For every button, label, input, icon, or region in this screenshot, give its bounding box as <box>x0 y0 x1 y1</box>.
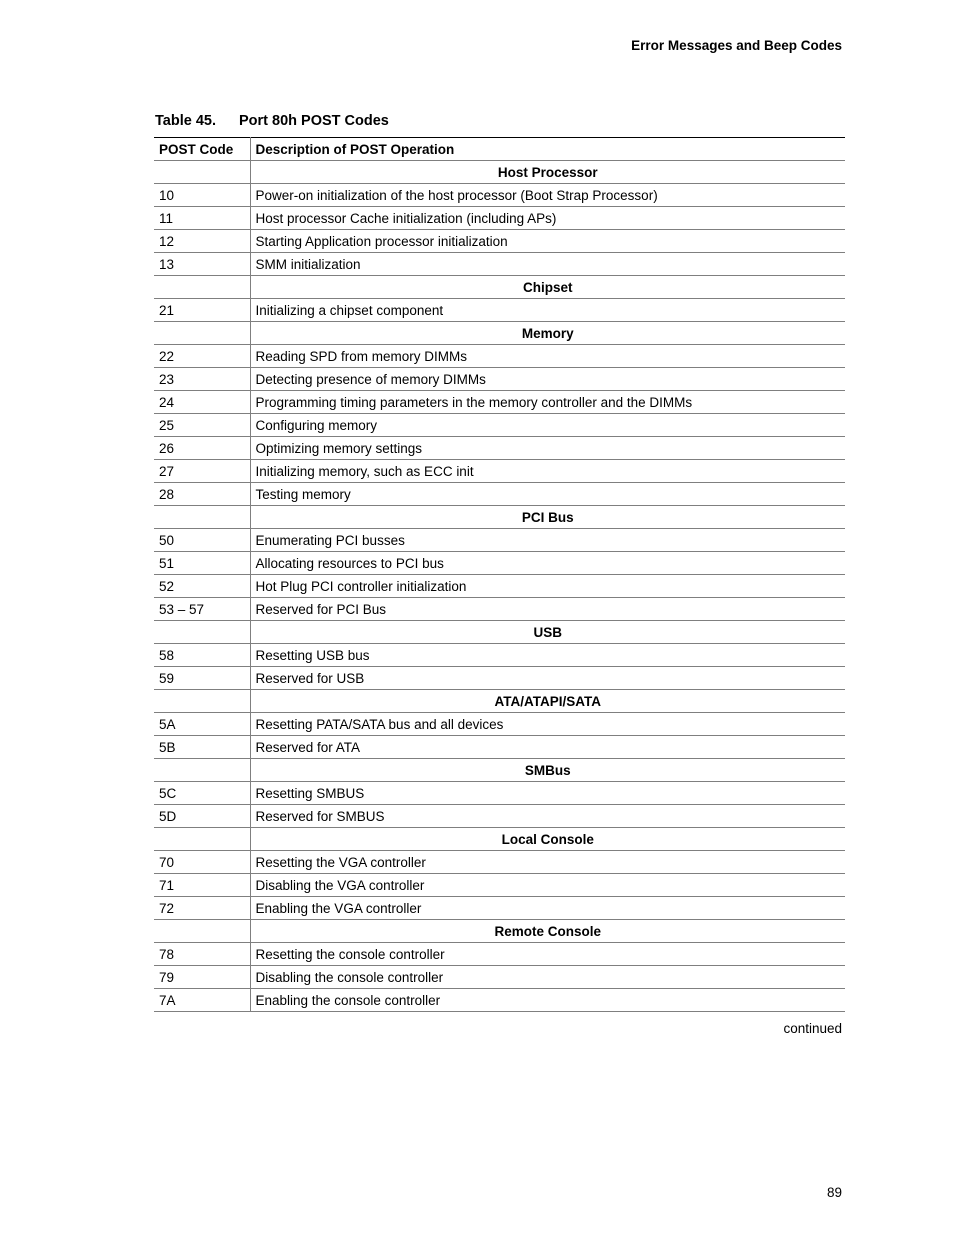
table-row <box>154 713 845 736</box>
table-row <box>154 414 845 437</box>
section-code-cell <box>154 690 250 713</box>
post-code-cell: 10 <box>154 184 250 207</box>
post-code-cell: 12 <box>154 230 250 253</box>
post-code-cell: 59 <box>154 667 250 690</box>
continued-label: continued <box>783 1021 842 1036</box>
post-code-cell: 5B <box>154 736 250 759</box>
table-row <box>154 368 845 391</box>
table-row <box>154 253 845 276</box>
section-title: Local Console <box>250 828 845 851</box>
table-caption-title: Port 80h POST Codes <box>239 113 389 129</box>
section-code-cell <box>154 276 250 299</box>
table-row <box>154 207 845 230</box>
section-title: Chipset <box>250 276 845 299</box>
section-title: PCI Bus <box>250 506 845 529</box>
table-row <box>154 299 845 322</box>
post-code-cell: 58 <box>154 644 250 667</box>
table-row <box>154 575 845 598</box>
description-cell: Enabling the VGA controller <box>250 897 845 920</box>
description-cell: Reserved for USB <box>250 667 845 690</box>
table-row <box>154 437 845 460</box>
post-code-cell: 28 <box>154 483 250 506</box>
post-code-cell: 72 <box>154 897 250 920</box>
post-code-cell: 5A <box>154 713 250 736</box>
post-code-cell: 25 <box>154 414 250 437</box>
section-row <box>154 920 845 943</box>
table-row <box>154 851 845 874</box>
page-number: 89 <box>826 1185 842 1200</box>
table-body <box>154 161 845 1012</box>
post-code-cell: 21 <box>154 299 250 322</box>
post-code-cell: 22 <box>154 345 250 368</box>
table-row <box>154 897 845 920</box>
table-row <box>154 667 845 690</box>
section-code-cell <box>154 161 250 184</box>
section-row <box>154 506 845 529</box>
post-code-cell: 13 <box>154 253 250 276</box>
section-row <box>154 161 845 184</box>
section-row <box>154 690 845 713</box>
table-row <box>154 230 845 253</box>
section-code-cell <box>154 920 250 943</box>
description-cell: Initializing a chipset component <box>250 299 845 322</box>
description-cell: Detecting presence of memory DIMMs <box>250 368 845 391</box>
table-row <box>154 598 845 621</box>
post-code-cell: 7A <box>154 989 250 1012</box>
table-row <box>154 782 845 805</box>
description-cell: Disabling the console controller <box>250 966 845 989</box>
table-row <box>154 391 845 414</box>
section-row <box>154 621 845 644</box>
post-code-cell: 27 <box>154 460 250 483</box>
description-cell: Configuring memory <box>250 414 845 437</box>
section-title: USB <box>250 621 845 644</box>
description-cell: Reading SPD from memory DIMMs <box>250 345 845 368</box>
description-cell: Disabling the VGA controller <box>250 874 845 897</box>
table-row <box>154 460 845 483</box>
description-cell: Resetting PATA/SATA bus and all devices <box>250 713 845 736</box>
description-cell: Resetting the VGA controller <box>250 851 845 874</box>
post-code-cell: 52 <box>154 575 250 598</box>
description-cell: Starting Application processor initialization <box>250 230 845 253</box>
description-cell: Reserved for ATA <box>250 736 845 759</box>
post-code-cell: 26 <box>154 437 250 460</box>
description-cell: Reserved for PCI Bus <box>250 598 845 621</box>
post-code-cell: 71 <box>154 874 250 897</box>
table-row <box>154 529 845 552</box>
section-code-cell <box>154 828 250 851</box>
description-cell: Enumerating PCI busses <box>250 529 845 552</box>
description-cell: Resetting USB bus <box>250 644 845 667</box>
description-cell: Enabling the console controller <box>250 989 845 1012</box>
table-row <box>154 552 845 575</box>
section-title: ATA/ATAPI/SATA <box>250 690 845 713</box>
description-cell: Optimizing memory settings <box>250 437 845 460</box>
section-title: Remote Console <box>250 920 845 943</box>
table-row <box>154 943 845 966</box>
table-row <box>154 736 845 759</box>
section-row <box>154 828 845 851</box>
table-row <box>154 184 845 207</box>
table-row <box>154 644 845 667</box>
description-cell: Initializing memory, such as ECC init <box>250 460 845 483</box>
description-cell: Resetting the console controller <box>250 943 845 966</box>
description-cell: Programming timing parameters in the memory controller and the DIMMs <box>250 391 845 414</box>
description-cell: Hot Plug PCI controller initialization <box>250 575 845 598</box>
post-code-cell: 53 – 57 <box>154 598 250 621</box>
section-row <box>154 276 845 299</box>
post-code-cell: 78 <box>154 943 250 966</box>
post-code-cell: 5D <box>154 805 250 828</box>
description-cell: Testing memory <box>250 483 845 506</box>
description-column-header: Description of POST Operation <box>250 138 845 161</box>
running-header: Error Messages and Beep Codes <box>631 38 842 53</box>
post-code-cell: 70 <box>154 851 250 874</box>
table-caption <box>155 113 389 129</box>
section-row <box>154 759 845 782</box>
post-code-cell: 51 <box>154 552 250 575</box>
post-code-cell: 5C <box>154 782 250 805</box>
description-cell: Resetting SMBUS <box>250 782 845 805</box>
table-row <box>154 989 845 1012</box>
description-cell: Allocating resources to PCI bus <box>250 552 845 575</box>
post-code-cell: 11 <box>154 207 250 230</box>
description-cell: SMM initialization <box>250 253 845 276</box>
description-cell: Power-on initialization of the host processor (Boot Strap Processor) <box>250 184 845 207</box>
table-row <box>154 805 845 828</box>
section-code-cell <box>154 759 250 782</box>
table-row <box>154 345 845 368</box>
section-title: Host Processor <box>250 161 845 184</box>
post-code-cell: 23 <box>154 368 250 391</box>
section-row <box>154 322 845 345</box>
table-row <box>154 483 845 506</box>
post-code-cell: 24 <box>154 391 250 414</box>
table-row <box>154 874 845 897</box>
section-title: SMBus <box>250 759 845 782</box>
description-cell: Host processor Cache initialization (including APs) <box>250 207 845 230</box>
table-caption-number: Table 45. <box>155 113 216 129</box>
section-code-cell <box>154 322 250 345</box>
section-code-cell <box>154 506 250 529</box>
post-code-column-header: POST Code <box>154 138 250 161</box>
post-code-cell: 79 <box>154 966 250 989</box>
post-codes-table <box>154 137 845 1012</box>
table-row <box>154 966 845 989</box>
section-code-cell <box>154 621 250 644</box>
description-cell: Reserved for SMBUS <box>250 805 845 828</box>
table-header-row <box>154 138 845 161</box>
post-code-cell: 50 <box>154 529 250 552</box>
section-title: Memory <box>250 322 845 345</box>
